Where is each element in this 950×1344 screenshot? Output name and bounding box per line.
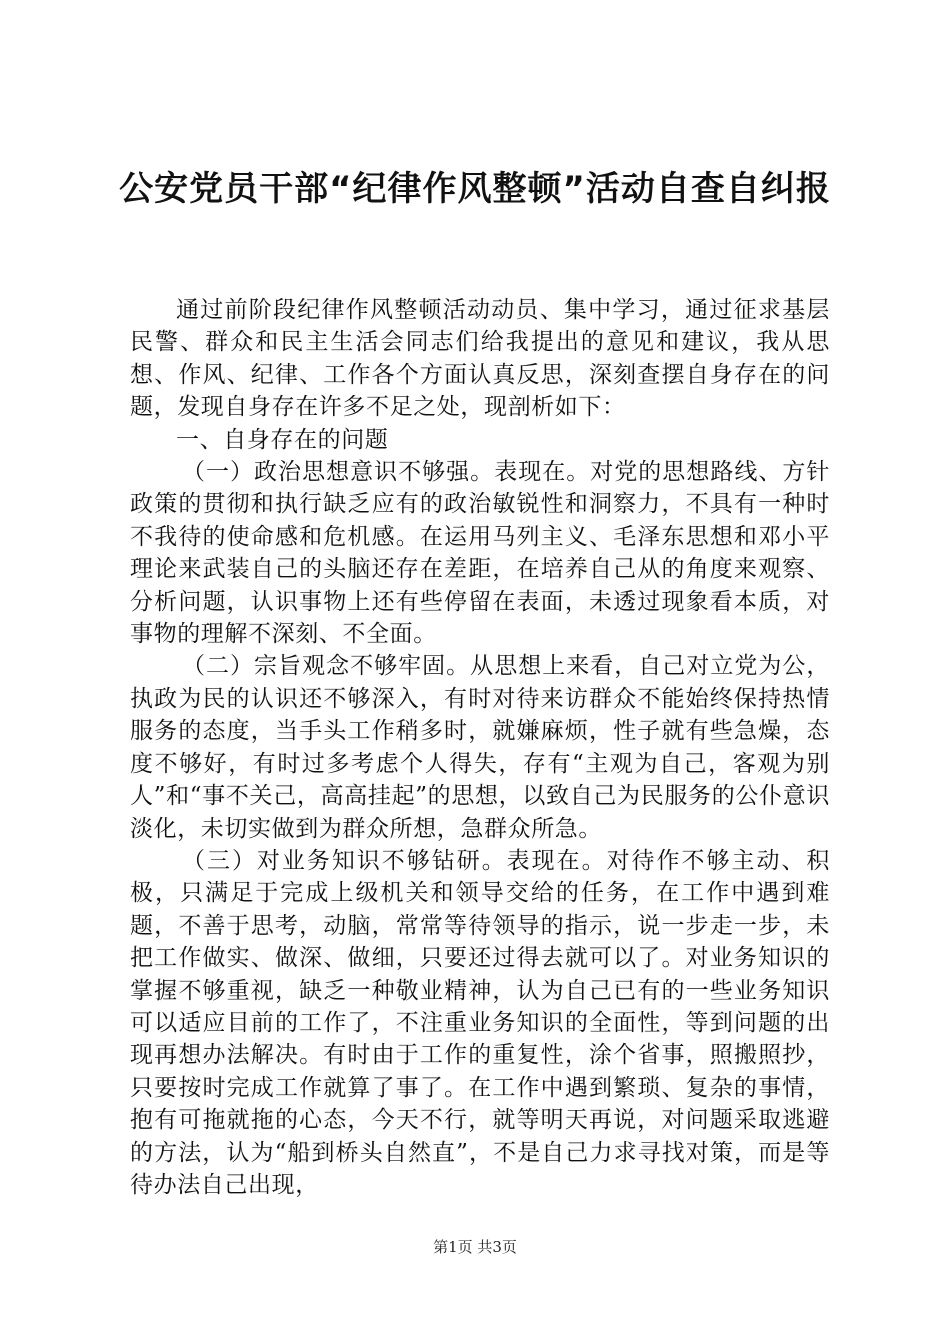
document-body — [130, 294, 830, 1201]
document-title: 公安党员干部“纪律作风整顿”活动自查自纠报 — [119, 169, 831, 209]
section-heading: 一、自身存在的问题 — [176, 426, 389, 453]
page-footer: 第1页 共3页 — [433, 1238, 517, 1256]
intro-paragraph: 通过前阶段纪律作风整顿活动动员、集中学习，通过征求基层民警、群众和民主生活会同志们给我提出的意见和建议，我从思想、作风、纪律、工作各个方面认真反思，深刻查摆自身存在的问题，发现自身存在许多不足之处，现剖析如下： — [130, 297, 830, 421]
subsection-paragraph-3: （三）对业务知识不够钻研。表现在。对待作不够主动、积极，只满足于完成上级机关和领导交给的任务，在工作中遇到难题，不善于思考，动脑，常常等待领导的指示，说一步走一步，未把工作做实、做深、做细，只要还过得去就可以了。对业务知识的掌握不够重视，缺乏一种敬业精神，认为自己已有的一些业务知识可以适应目前的工作了，不注重业务知识的全面性，等到问题的出现再想办法解决。有时由于工作的重复性，涂个省事，照搬照抄，只要按时完成工作就算了事了。在工作中遇到繁琐、复杂的事情，抱有可拖就拖的心态，今天不行，就等明天再说，对问题采取逃避的方法，认为“船到桥头自然直”，不是自己力求寻找对策，而是等待办法自己出现， — [130, 847, 830, 1198]
subsection-paragraph-1: （一）政治思想意识不够强。表现在。对党的思想路线、方针政策的贯彻和执行缺乏应有的政治敏锐性和洞察力，不具有一种时不我待的使命感和危机感。在运用马列主义、毛泽东思想和邓小平理论来武装自己的头脑还存在差距，在培养自己从的角度来观察、分析问题，认识事物上还有些停留在表面，未透过现象看本质，对事物的理解不深刻、不全面。 — [130, 459, 830, 648]
subsection-paragraph-2: （二）宗旨观念不够牢固。从思想上来看，自己对立党为公，执政为民的认识还不够深入，有时对待来访群众不能始终保持热情服务的态度，当手头工作稍多时，就嫌麻烦，性子就有些急燥，态度不够好，有时过多考虑个人得失，存有“主观为自己，客观为别人”和“事不关己，高高挂起”的思想，以致自己为民服务的公仆意识淡化，未切实做到为群众所想，急群众所急。 — [130, 653, 830, 842]
